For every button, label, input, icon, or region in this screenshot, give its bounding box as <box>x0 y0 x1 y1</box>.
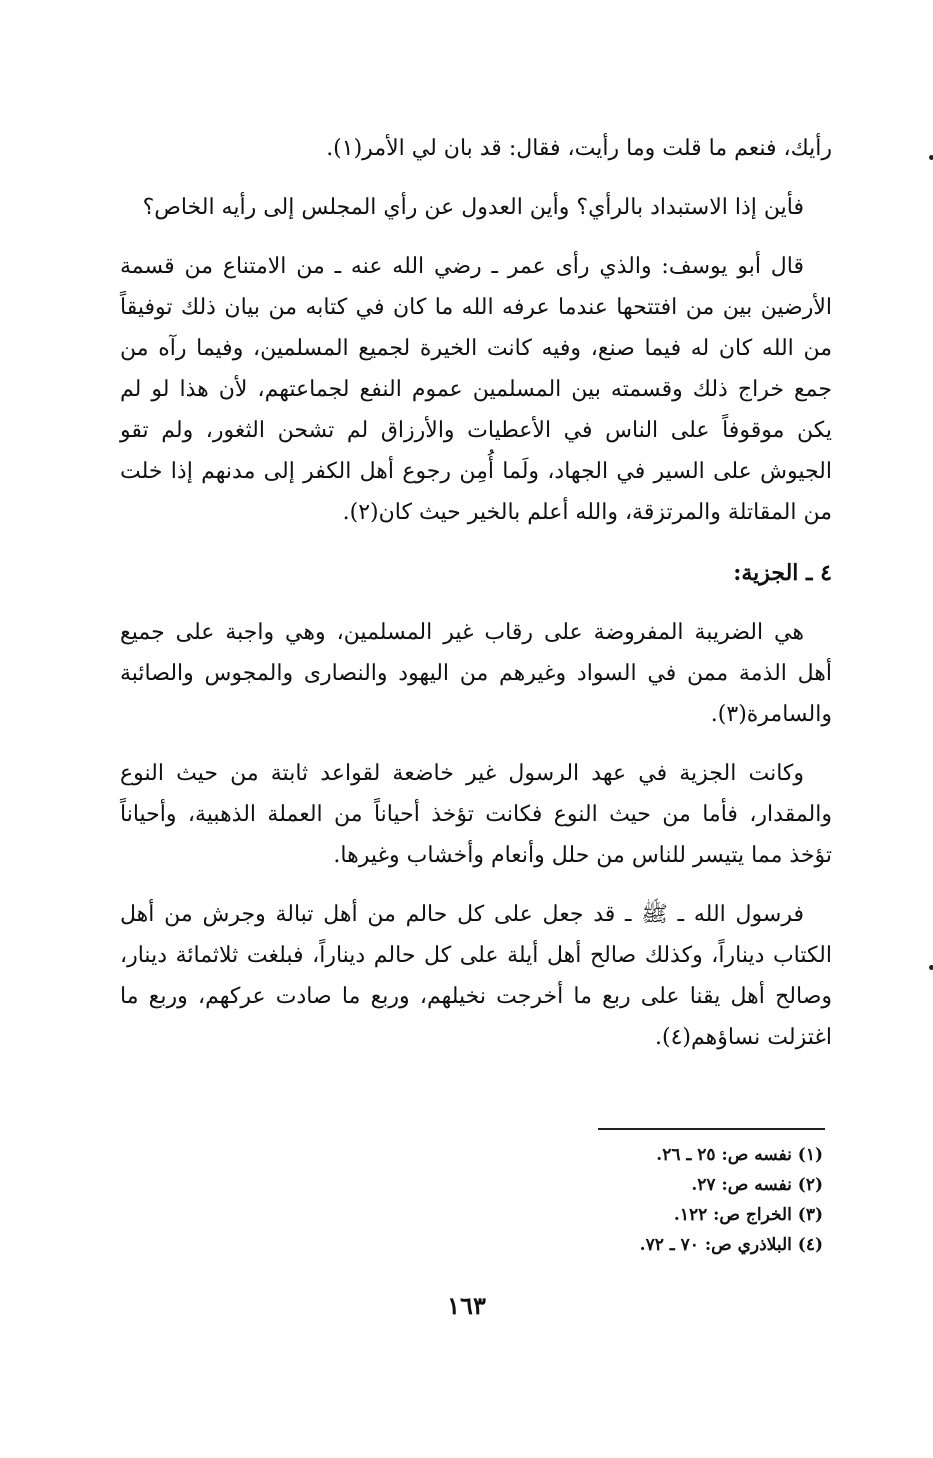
paragraph-question: فأين إذا الاستبداد بالرأي؟ وأين العدول عن رأي المجلس إلى رأيه الخاص؟ <box>142 195 804 220</box>
paragraph-jizya-type: وكانت الجزية في عهد الرسول غير خاضعة لقواعد ثابتة من حيث النوع والمقدار، فأما من حيث النوع فكانت تؤخذ أحياناً من العملة الذهبية، وأحياناً تؤخذ مما يتيسر للناس من حلل وأنعام وأخشاب وغيرها. <box>120 761 832 868</box>
section-heading-jizya: ٤ ـ الجزية: <box>733 560 832 586</box>
footnote-3: (٣) الخراج ص: ١٢٢. <box>673 1205 823 1225</box>
scan-edge-mark <box>929 155 933 160</box>
paragraph-prophet-jizya: فرسول الله ـ ﷺ ـ قد جعل على كل حالم من أهل تبالة وجرش من أهل الكتاب ديناراً، وكذلك صالح أهل أيلة على كل حالم ديناراً، فبلغت ثلاثمائة دينار، وصالح أهل يقنا على ربع ما أخرجت نخيلهم، وربع ما صادت عركهم، وربع ما اغتزلت نساؤهم(٤). <box>120 902 832 1050</box>
scan-edge-mark <box>929 965 933 970</box>
paragraph-jizya-definition: هي الضريبة المفروضة على رقاب غير المسلمين، وهي واجبة على جميع أهل الذمة ممن في السواد وغيرهم من اليهود والنصارى والمجوس والصائبة والسامرة(٣). <box>120 620 832 727</box>
footnote-4: (٤) البلاذري ص: ٧٠ ـ ٧٢. <box>639 1235 823 1255</box>
page-number: ١٦٣ <box>447 1291 486 1320</box>
main-text <box>120 128 832 1058</box>
footnote-1: (١) نفسه ص: ٢٥ ـ ٢٦. <box>656 1145 823 1165</box>
footnotes <box>423 1140 823 1260</box>
footnote-2: (٢) نفسه ص: ٢٧. <box>691 1175 823 1195</box>
paragraph-continuation: رأيك، فنعم ما قلت وما رأيت، فقال: قد بان لي الأمر(١). <box>326 136 832 161</box>
paragraph-abu-yusuf: قال أبو يوسف: والذي رأى عمر ـ رضي الله عنه ـ من الامتناع من قسمة الأرضين بين من افتتحها عندما عرفه الله ما كان في كتابه من بيان ذلك توفيقاً من الله كان له فيما صنع، وفيه كانت الخيرة لجميع المسلمين، وفيما رآه من جمع خراج ذلك وقسمته بين المسلمين عموم النفع لجماعتهم، لأن هذا لو لم يكن موقوفاً على الناس في الأعطيات والأرزاق لم تشحن الثغور، ولم تقو الجيوش على السير في الجهاد، ولَما أُمِن رجوع أهل الكفر إلى مدنهم إذا خلت من المقاتلة والمرتزقة، والله أعلم بالخير حيث كان(٢). <box>120 254 832 525</box>
footnote-separator <box>598 1128 825 1130</box>
